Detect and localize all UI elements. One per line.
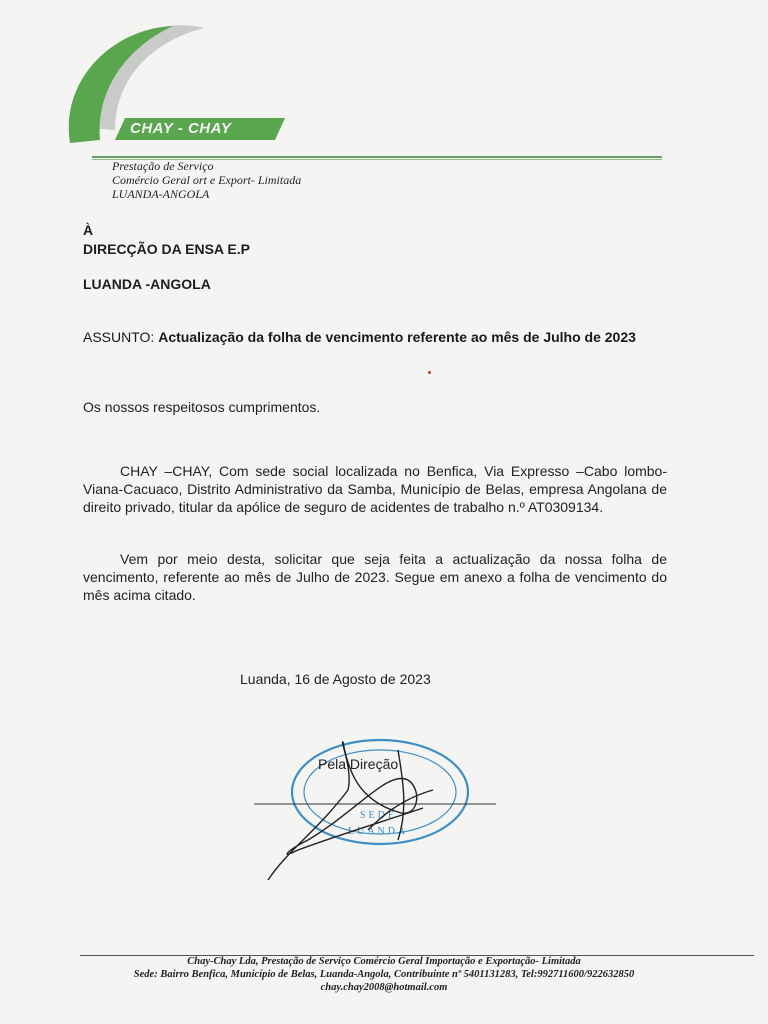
recipient-to: À [83, 222, 94, 238]
greeting: Os nossos respeitosos cumprimentos. [83, 399, 321, 415]
paragraph-company-info: CHAY –CHAY, Com sede social localizada no Benfica, Via Expresso –Cabo lombo-Viana-Cacuaco, Distrito Administrativo da Samba, Município de Belas, empresa Angolana de direito privado, titular da apólice de seguro de acidentes de trabalho n.º AT0309134. [83, 463, 667, 515]
letterhead-line-3: LUANDA-ANGOLA [112, 187, 210, 201]
footer-line-1: Chay-Chay Lda, Prestação de Serviço Comércio Geral Importação e Exportação- Limitada [187, 956, 581, 967]
letterhead-line-2: Comércio Geral ort e Export- Limitada [112, 173, 302, 187]
stamp-text-luanda: LUANDA [348, 826, 409, 837]
recipient-city: LUANDA -ANGOLA [83, 276, 211, 292]
subject-text: Actualização da folha de vencimento referente ao mês de Julho de 2023 [158, 329, 636, 345]
footer-line-2: Sede: Bairro Benfica, Município de Belas, Luanda-Angola, Contribuinte nº 5401131283, Tel:992711600/922632850 [133, 969, 635, 980]
signature-label: Pela Direção [318, 756, 399, 772]
letter-date: Luanda, 16 de Agosto de 2023 [240, 671, 431, 687]
subject-label: ASSUNTO: [83, 329, 155, 345]
letterhead-line-1: Prestação de Serviço [112, 159, 214, 173]
paragraph-request: Vem por meio desta, solicitar que seja feita a actualização da nossa folha de vencimento, referente ao mês de Julho de 2023. Segue em anexo a folha de vencimento do mês acima citado. [83, 551, 667, 603]
letterhead-subheading [112, 159, 301, 201]
footer-email: chay.chay2008@hotmail.com [320, 982, 448, 993]
stamp-text-sede: SEDE [360, 810, 397, 821]
subject-line [83, 328, 673, 346]
recipient-name: DIRECÇÃO DA ENSA E.P [83, 241, 250, 257]
ink-dot [428, 371, 431, 374]
logo-brand-text: CHAY - CHAY [130, 120, 232, 137]
header-divider [92, 156, 662, 158]
company-logo [55, 18, 295, 158]
